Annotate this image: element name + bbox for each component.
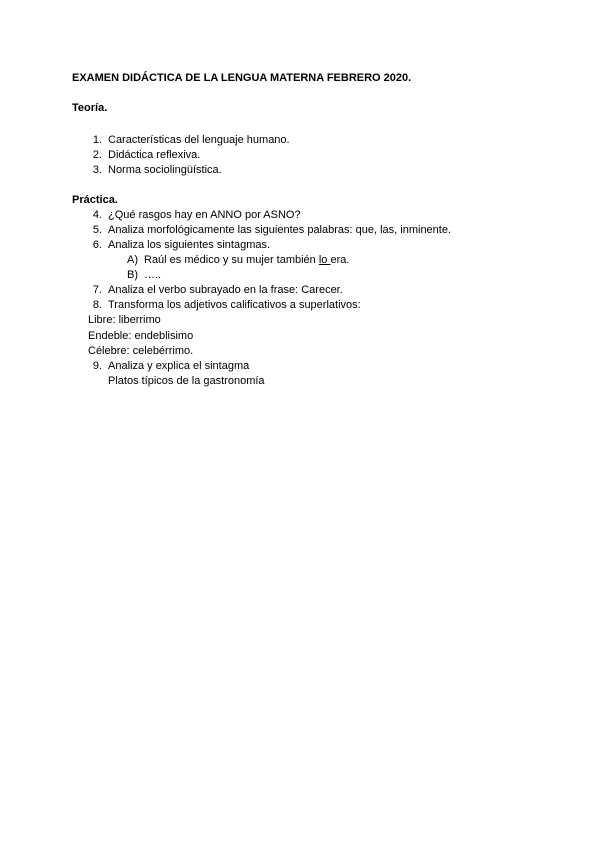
list-item [88,359,249,373]
list-text: Analiza los siguientes sintagmas. [108,239,271,251]
list-number: 2. [92,149,102,161]
list-item [88,208,301,222]
sub-item-b [124,268,161,282]
list-number: 8. [92,299,102,311]
list-text: Transforma los adjetivos calificativos a superlativos: [108,299,361,311]
list-number: 4. [92,209,102,221]
list-text: Analiza y explica el sintagma [108,360,250,372]
list-item [88,148,200,162]
list-item [88,238,270,252]
list-number: 3. [92,164,102,176]
list-item [88,283,343,297]
list-item [88,298,361,312]
superlative-line: Libre: liberrimo [88,314,161,326]
list-item [88,163,222,177]
superlative-line: Célebre: celebérrimo. [88,345,194,357]
list-number: 9. [92,360,102,372]
sub-item-a [124,253,349,267]
exam-title: EXAMEN DIDÁCTICA DE LA LENGUA MATERNA FEBRERO 2020. [72,72,412,84]
list-text: Características del lenguaje humano. [108,134,290,146]
phrase-text: Platos típicos de la gastronomía [108,375,265,387]
list-text: Didáctica reflexiva. [108,149,201,161]
list-number: 6. [92,239,102,251]
sub-item-text: Raúl es médico y su mujer también [144,254,319,266]
list-number: 5. [92,224,102,236]
list-item [88,133,290,147]
list-number: 1. [92,134,102,146]
sub-item-text: ….. [144,269,162,281]
sub-item-letter: A) [127,254,138,266]
list-text: Norma sociolingüística. [108,164,222,176]
list-item [88,223,451,237]
superlative-line: Endeble: endeblisimo [88,330,194,342]
sub-item-text-end: era. [330,254,350,266]
practice-heading: Práctica. [72,194,118,206]
list-text: Analiza el verbo subrayado en la frase: Carecer. [108,284,343,296]
theory-heading: Teoría. [72,102,108,114]
underlined-word: lo [318,254,331,266]
list-text: ¿Qué rasgos hay en ANNO por ASNO? [108,209,301,221]
sub-item-letter: B) [127,269,138,281]
list-number: 7. [92,284,102,296]
list-text: Analiza morfológicamente las siguientes palabras: que, las, inminente. [108,224,452,236]
